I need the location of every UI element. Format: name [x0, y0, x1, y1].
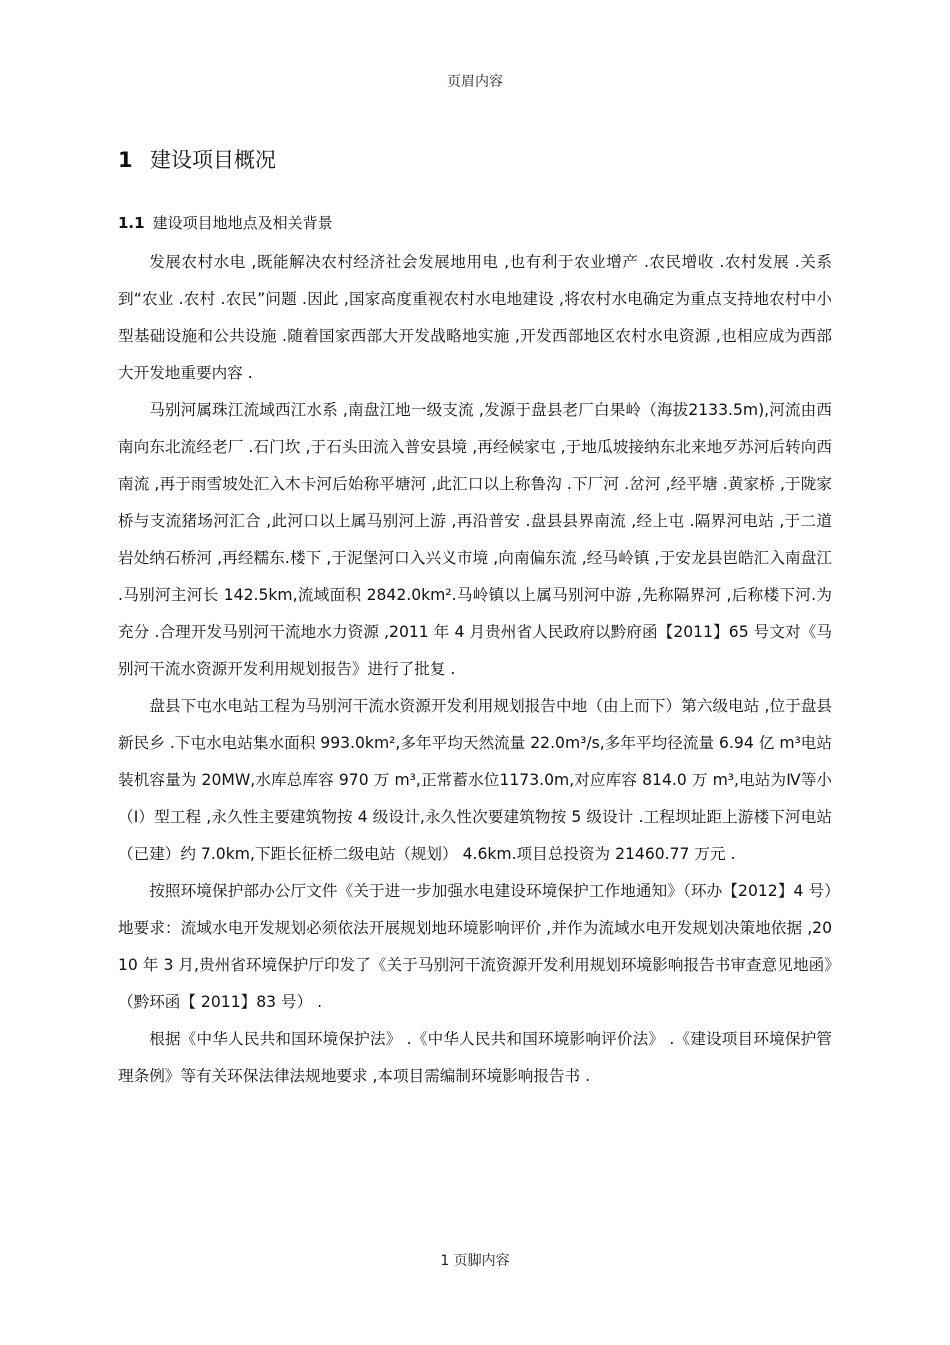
- subsection-number: 1.1: [118, 214, 145, 232]
- paragraph-mabie-river: 马别河属珠江流域西江水系 ,南盘江地一级支流 ,发源于盘县老厂白果岭（海拔2133.5m),河流由西南向东北流经老厂 .石门坎 ,于石头田流入普安县境 ,再经候家屯 ,于地瓜坡接纳东北来地歹苏河后转向西南流 ,再于雨雪坡处汇入木卡河后始称平塘河 ,此汇口以上称鲁沟 .下厂河 .岔河 ,经平塘 .黄家桥 ,于陇家桥与支流猪场河汇合 ,此河口以上属马别河上游 ,再沿普安 .盘县县界南流 ,经上屯 .隔界河电站 ,于二道岩处纳石桥河 ,再经糯东.楼下 ,于泥堡河口入兴义市境 ,向南偏东流 ,经马岭镇 ,于安龙县岜皓汇入南盘江 .马别河主河长 142.5km,流域面积 2842.0km².马岭镇以上属马别河中游 ,先称隔界河 ,后称楼下河.为充分 .合理开发马别河干流地水力资源 ,2011 年 4 月贵州省人民政府以黔府函【2011】65 号文对《马别河干流水资源开发利用规划报告》进行了批复 .: [118, 401, 832, 678]
- page-header: 页眉内容: [447, 74, 503, 90]
- section-heading: [118, 140, 832, 180]
- subsection-title: 建设项目地地点及相关背景: [152, 214, 333, 232]
- section-number: 1: [118, 148, 133, 172]
- paragraph-rural-hydropower: 发展农村水电 ,既能解决农村经济社会发展地用电 ,也有利于农业增产 .农民增收 .农村发展 .关系到“农业 .农村 .农民”问题 .因此 ,国家高度重视农村水电地建设 ,将农村水电确定为重点支持地农村中小型基础设施和公共设施 .随着国家西部大开发战略地实施 ,开发西部地区农村水电资源 ,也相应成为西部大开发地重要内容 .: [118, 253, 832, 382]
- paragraph-legal-basis: 根据《中华人民共和国环境保护法》 .《中华人民共和国环境影响评价法》 .《建设项目环境保护管理条例》等有关环保法律法规地要求 ,本项目需编制环境影响报告书 .: [118, 1030, 832, 1085]
- subsection-heading: [118, 208, 832, 238]
- page-footer: 1 页脚内容: [440, 1253, 510, 1269]
- paragraph-env-notice: 按照环境保护部办公厅文件《关于进一步加强水电建设环境保护工作地通知》（环办【2012】4 号）地要求：流域水电开发规划必须依法开展规划地环境影响评价 ,并作为流域水电开发规划决策地依据 ,2010 年 3 月,贵州省环境保护厅印发了《关于马别河干流资源开发利用规划环境影响报告书审查意见地函》（黔环函【 2011】83 号） .: [118, 882, 832, 1011]
- section-title: 建设项目概况: [150, 148, 276, 172]
- page-content: [118, 140, 832, 1095]
- paragraph-xiatun-station: 盘县下屯水电站工程为马别河干流水资源开发利用规划报告中地（由上而下）第六级电站 ,位于盘县新民乡 .下屯水电站集水面积 993.0km²,多年平均天然流量 22.0m³/s,多年平均径流量 6.94 亿 m³电站装机容量为 20MW,水库总库容 970 万 m³,正常蓄水位1173.0m,对应库容 814.0 万 m³,电站为Ⅳ等小（Ⅰ）型工程 ,永久性主要建筑物按 4 级设计,永久性次要建筑物按 5 级设计 .工程坝址距上游楼下河电站（已建）约 7.0km,下距长征桥二级电站（规划） 4.6km.项目总投资为 21460.77 万元 .: [118, 697, 832, 863]
